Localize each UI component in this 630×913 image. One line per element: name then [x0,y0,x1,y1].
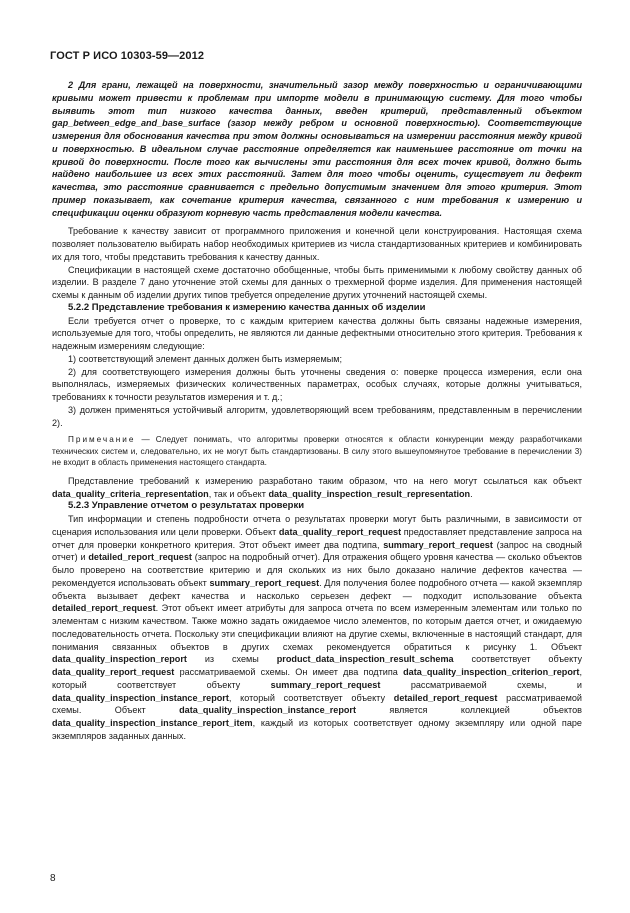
text-run: Представление требований к измерению разработано таким образом, что на него могут ссылаться как объект [68,475,582,486]
page-content [52,79,582,743]
entity-name: data_quality_criteria_representation [52,488,209,499]
section-heading-5-2-3: 5.2.3 Управление отчетом о результатах проверки [68,500,305,512]
paragraph-specifications: Спецификации в настоящей схеме достаточно обобщенные, чтобы быть применимыми к любому свойству данных об изделии. В разделе 7 дано уточнение этой схемы для данных о трехмерной форме изделия. Для применения настоящей схемы к данным об изделии других типов требуется определение других уточнений настоящей схемы. [52,264,582,300]
note-label: Примечание [68,435,136,445]
entity-name: product_data_inspection_result_schema [276,654,454,665]
entity-name: detailed_report_request [52,603,156,614]
section-5-2-2-closing [52,475,582,501]
text-run: является коллекцией объектов [389,705,582,716]
entity-name: summary_report_request [270,679,381,690]
entity-name: data_quality_inspection_instance_report_item [52,718,253,728]
text-run: , так и объект [208,488,266,499]
entity-name: summary_report_request [383,539,493,550]
list-item: 2) для соответствующего измерения должны быть уточнены сведения о: поверке процесса измерения, если она выполнялась, измеряемых физических количественных параметрах, особых случаях, которые должны учитываться, требованиях к точности результатов измерения и т. д.; [52,366,582,402]
standard-header: ГОСТ Р ИСО 10303-59—2012 [50,50,205,62]
text-run: . [470,488,473,499]
text-run: , каждый из которых соответствует одному экземпляру или одной паре экземпляров заданных данных. [52,718,582,741]
text-run: из схемы [204,654,259,665]
entity-name: data_quality_report_request [52,667,175,677]
entity-name: detailed_report_request [88,552,192,563]
text-run: , который соответствует объекту [228,692,385,703]
entity-name: detailed_report_request [393,692,498,703]
text-run: предоставляет представление запроса на отчет для проверки конкретного критерия. Этот объект имеет два подтипа, [52,526,582,550]
section-heading-5-2-2: 5.2.2 Представление требования к измерению качества данных об изделии [68,301,426,313]
page-number: 8 [50,873,56,884]
paragraph-quality-requirement: Требование к качеству зависит от программного приложения и конечной цели конструирования. Настоящая схема позволяет пользователю выбирать набор необходимых критериев из числа стандартизованных критериев и комбинировать их для того, чтобы представить требования к качеству данных. [52,226,582,262]
text-run: рассматриваемой схемы, и [410,679,583,690]
entity-name: data_quality_report_request [278,526,402,537]
list-item: 3) должен применяться устойчивый алгоритм, удовлетворяющий всем требованиям, представленным в перечислении 2). [52,404,582,428]
section-5-2-3-body [52,513,582,743]
note-paragraph [52,434,582,469]
text-run: . Для получения более подробного отчета — какой экземпляр объекта вызывает дефект качества и насколько серьезен дефект — подходит использование объекта [52,577,583,601]
text-run: . Этот объект имеет атрибуты для запроса отчета по всем измеренным элементам или только по элементам с низким качеством. Также можно задать ожидаемое число элементов, по которым дается отчет, и ожидаемую последовательность отчета. Поскольку эти спецификации влияют на другие схемы, включенные в настоящий стандарт, для понимания связанных объектов в других схемах рекомендуется обратиться к рисунку 1. Объект [52,603,582,652]
entity-name: summary_report_request [209,577,320,588]
text-run: , который соответствует объекту [52,667,582,690]
entity-name: data_quality_inspection_result_representation [268,488,471,499]
text-run: рассматриваемой схемы. Объект [52,692,582,716]
entity-name: data_quality_inspection_report [52,654,187,665]
text-run: рассматриваемой схемы. Он имеет два подтипа [179,667,398,677]
example-paragraph: 2 Для грани, лежащей на поверхности, значительный зазор между поверхностью и ограничивающими кривыми может привести к проблемам при импорте модели в принимающую систему. Для того чтобы выявить этот тип низкого качества данных, введен критерий, представленный объектом gap_between_edge_and_base_surface (зазор между ребром и основной поверхностью). Соответствующие измерения для обоснования качества при этом должны основываться на измерении расстояния между кривой и поверхностью. В идеальном случае расстояние определяется как наименьшее расстояние от точки на кривой до поверхности. После того как вычислены эти расстояния для всех точек кривой, должно быть найдено наибольшее из всех этих расстояний. Затем для того чтобы оценить, существует ли дефект качества, это расстояние сравнивается с предельно допустимым значением для этого критерия. Этот пример показывает, как сочетание критерия качества, связанного с ним требования к измерению и спецификации оценки образуют корневую часть представления модели качества. [52,80,582,218]
entity-name: data_quality_inspection_instance_report [179,705,357,716]
text-run: соответствует объекту [471,654,583,665]
text-run: Тип информации и степень подробности отчета о результатах проверки могут быть различными, в зависимости от сценария использования или цели проверки. Объект [52,514,582,537]
text-run: (запрос на подробный отчет). Для отражения общего уровня качества — сколько объектов было проверено на соответствие критерию и для скольких из них было доказано наличие дефектов качества — рекомендуется использовать объект [52,552,583,588]
entity-name: data_quality_inspection_instance_report [52,692,229,703]
list-item: 1) соответствующий элемент данных должен быть измеряемым; [68,353,343,364]
entity-name: data_quality_inspection_criterion_report [403,667,580,677]
section-5-2-2-intro: Если требуется отчет о проверке, то с каждым критерием качества должны быть связаны надежные измерения, используемые для того, чтобы определить, не являются ли данные дефектными относительно этого критерия. Требования к надежным измерениям следующие: [52,315,582,351]
text-run: (запрос на сводный отчет) и [52,539,582,563]
note-text: — Следует понимать, что алгоритмы проверки относятся к области конкуренции между разработчиками технических систем и, следовательно, их не могут быть стандартизованы. В силу этого вышеупомянутое требование в перечислении 3) не входит в область применения настоящего стандарта. [52,435,582,468]
